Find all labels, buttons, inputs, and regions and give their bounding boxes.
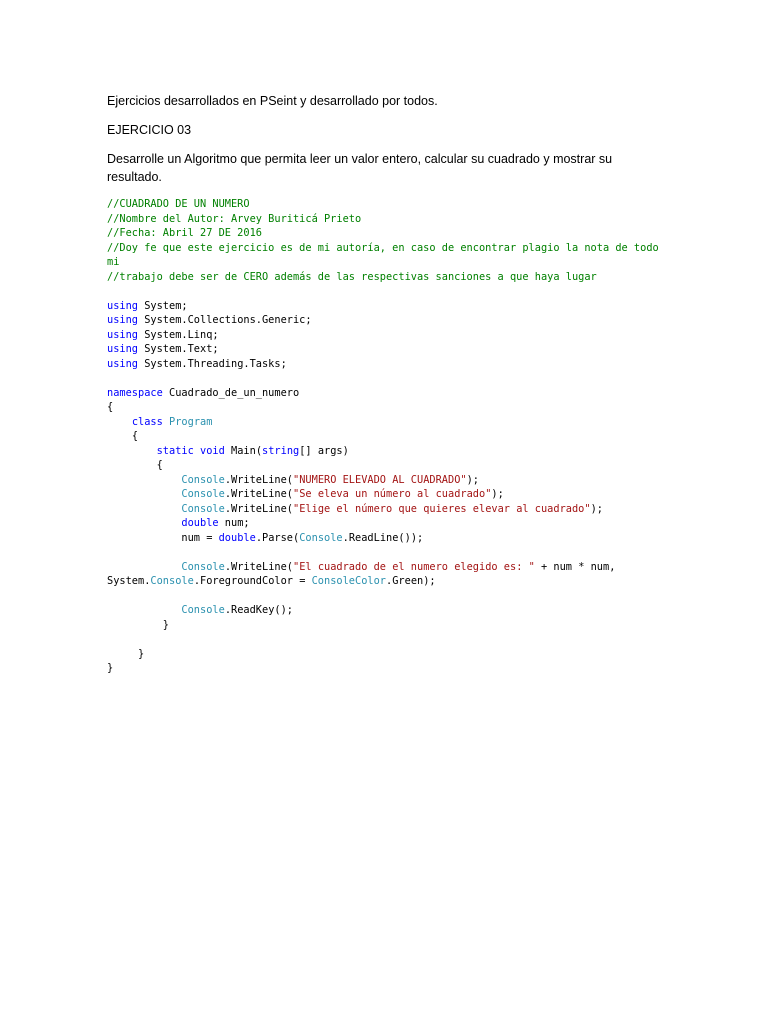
code-line [107,502,667,517]
code-token: ); [491,488,504,500]
code-token: "Elige el número que quieres elevar al cuadrado" [293,502,591,515]
code-line [107,328,667,343]
code-token: num = [107,531,219,544]
code-token: ); [590,502,603,515]
code-token: using [107,357,138,370]
code-line [107,386,667,401]
code-token: System.Linq; [138,328,219,341]
code-token: //CUADRADO DE UN NUMERO [107,198,250,210]
code-line [107,603,667,618]
code-token: //Fecha: Abril 27 DE 2016 [107,227,262,239]
code-token: .ReadKey(); [224,604,294,616]
code-token: num; [218,517,250,529]
code-line [107,545,667,560]
code-line [107,357,667,372]
code-token [107,445,157,457]
code-token: double [218,531,256,544]
code-line [107,342,667,357]
exercise-description: Desarrolle un Algoritmo que permita leer un valor entero, calcular su cuadrado y mostrar su resultado. [107,152,616,184]
code-token: .Green); [386,575,436,587]
code-token: System.Collections.Generic; [138,314,312,326]
code-token: Console [181,488,225,500]
code-line [107,618,667,633]
code-token: //Nombre del Autor: Arvey Buriticá Prieto [107,212,362,225]
code-token: Console [181,473,225,486]
code-line [107,647,667,662]
code-token [107,604,181,616]
code-line [107,429,667,444]
code-block [107,197,667,676]
code-line [107,241,667,270]
code-token: Program [169,415,213,428]
code-token [107,517,181,529]
code-token: void [200,444,225,457]
code-token: .ReadLine()); [342,531,424,544]
code-token: Console [150,575,194,587]
code-token: } [107,662,114,674]
code-line [107,313,667,328]
code-line [107,487,667,502]
code-token [107,503,181,515]
code-line [107,371,667,386]
code-token: Console [299,531,343,544]
code-line [107,574,667,589]
code-token: + num * num, [534,560,616,573]
code-token: //Doy fe que este ejercicio es de mi autoría, en caso de encontrar plagio la nota de todo mi [107,241,665,268]
code-token: Main( [224,444,263,457]
code-line [107,560,667,575]
code-token: "El cuadrado de el numero elegido es: " [293,560,535,573]
code-token: using [107,314,138,326]
code-line [107,632,667,647]
code-token: .ForegroundColor = [193,575,312,587]
exercise-heading: EJERCICIO 03 [107,123,192,137]
code-token: Console [181,604,225,616]
code-token: System.Text; [138,343,219,355]
code-token: .WriteLine( [224,488,294,500]
code-token: [] args) [299,444,349,457]
code-line [107,212,667,227]
code-line [107,444,667,459]
code-token: System.Threading.Tasks; [138,357,287,370]
code-line [107,226,667,241]
code-token: Console [181,502,225,515]
code-line [107,458,667,473]
code-token: } [107,647,145,660]
code-line [107,589,667,604]
code-token [107,416,132,428]
code-token: static [156,444,194,457]
code-token: .WriteLine( [224,473,294,486]
code-token: class [131,415,163,428]
code-line [107,473,667,488]
code-token: System; [138,299,188,312]
code-token [107,561,181,573]
code-token: "NUMERO ELEVADO AL CUADRADO" [293,473,467,486]
code-token: string [262,444,300,457]
code-token: ConsoleColor [311,575,387,587]
code-token: { [107,401,114,413]
code-token: .Parse( [255,531,300,544]
code-line [107,284,667,299]
code-line [107,516,667,531]
code-line [107,400,667,415]
code-token: using [107,299,138,312]
code-token: .WriteLine( [224,560,294,573]
code-token: ); [466,473,480,486]
code-line [107,415,667,430]
code-token: "Se eleva un número al cuadrado" [293,488,492,500]
code-line [107,531,667,546]
code-token: using [107,343,138,355]
code-token: namespace [107,386,163,399]
code-token [107,488,181,500]
code-token: { [107,430,139,442]
code-token [107,474,181,486]
code-line [107,270,667,285]
code-token: //trabajo debe ser de CERO además de las respectivas sanciones a que haya lugar [107,270,597,283]
code-token: .WriteLine( [224,502,294,515]
code-line [107,661,667,676]
code-token: Console [181,560,225,573]
code-token: { [107,459,163,471]
code-token: } [107,618,169,631]
code-line [107,299,667,314]
code-token: double [181,517,219,529]
code-line [107,197,667,212]
code-token: using [107,328,138,341]
intro-paragraph: Ejercicios desarrollados en PSeint y desarrollado por todos. [107,94,438,108]
code-token: System. [107,575,151,587]
code-token: Cuadrado_de_un_numero [162,386,300,399]
